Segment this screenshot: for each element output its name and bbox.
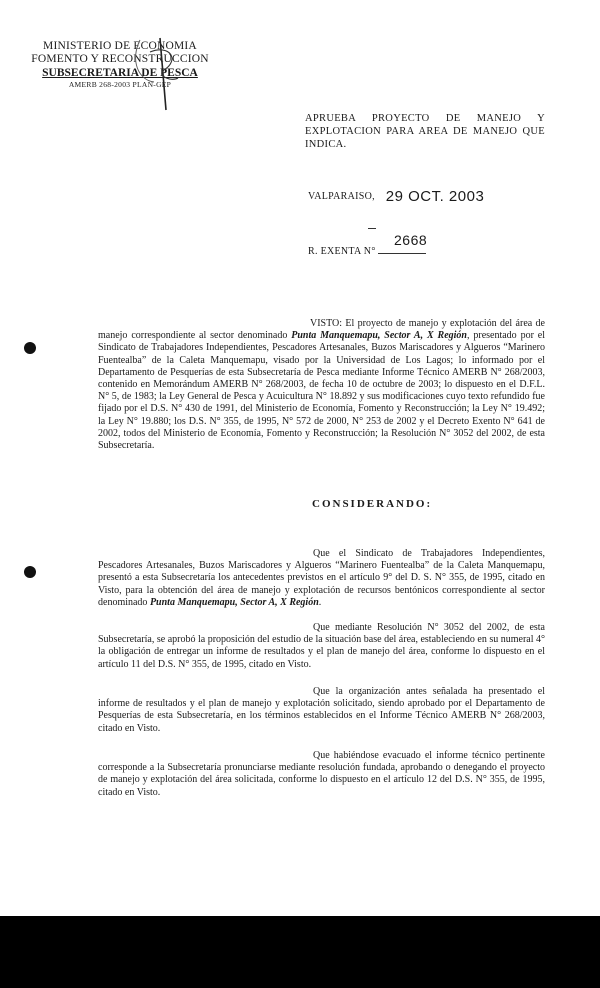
date-place: VALPARAISO,	[308, 191, 375, 202]
letterhead-reference: AMERB 268-2003 PLAN-GEP	[68, 80, 172, 89]
punch-hole-1	[24, 342, 36, 354]
number-dash	[368, 228, 376, 229]
considerando-3: Que la organización antes señalada ha presentado el informe de resultados y el plan de manejo y explotación solicitado, siendo aprobado por el Departamento de Pesquerías de esta Subsecretaría, en los términos establecidos en el Informe Técnico AMERB N° 268/2003, citado en Visto.	[98, 686, 545, 734]
resolution-number-line	[308, 232, 428, 257]
letterhead-ministry-2: FOMENTO Y RECONSTRUCCION	[31, 53, 209, 65]
letterhead-ministry: MINISTERIO DE ECONOMIA	[43, 40, 197, 52]
resolution-subject: APRUEBA PROYECTO DE MANEJO Y EXPLOTACION PARA AREA DE MANEJO QUE INDICA.	[305, 113, 545, 150]
considerando-heading: CONSIDERANDO:	[312, 498, 433, 510]
considerando-4: Que habiéndose evacuado el informe técnico pertinente corresponde a la Subsecretaría pronunciarse mediante resolución fundada, aprobando o denegando el proyecto de manejo y explotación del área solicitada, conforme lo dispuesto en el artículo 12 del D.S. N° 355, de 1995, citado en Visto.	[98, 750, 545, 798]
resolution-label: R. EXENTA N°	[308, 246, 376, 257]
considerando-1: Que el Sindicato de Trabajadores Independientes, Pescadores Artesanales, Buzos Mariscadores y Algueros “Marinero Fuentealba” de la Caleta Manquemapu, presentó a esta Subsecretaría los antecedentes previstos en el artículo 9° del D. S. N° 355, de 1995, citado en Visto, para la obtención del área de manejo y explotación de recursos bentónicos correspondiente al sector denominado Punta Manquemapu, Sector A, X Región.	[98, 548, 545, 608]
punch-hole-2	[24, 566, 36, 578]
considerando-2: Que mediante Resolución N° 3052 del 2002, de esta Subsecretaría, se aprobó la proposición del estudio de la situación base del área, estableciendo en su numeral 4° la obligación de entregar un informe de resultados y el plan de manejo del área, conforme lo dispuesto en el artículo 11 del D.S. N° 355, de 1995, citado en Visto.	[98, 622, 545, 670]
visto-place: Punta Manquemapu, Sector A, X Región	[291, 330, 467, 342]
considerando-1-place: Punta Manquemapu, Sector A, X Región	[149, 596, 319, 608]
resolution-number-stamp: 2668	[394, 232, 428, 248]
date-stamp: 29 OCT. 2003	[385, 188, 485, 205]
visto-lead: VISTO:	[310, 318, 343, 329]
date-line	[308, 188, 484, 205]
scan-bottom-edge	[0, 916, 600, 988]
visto-paragraph: VISTO: El proyecto de manejo y explotación del área de manejo correspondiente al sector denominado Punta Manquemapu, Sector A, X Región, presentado por el Sindicato de Trabajadores Independientes, Pescadores Artesanales, Buzos Mariscadores y Algueros “Marinero Fuentealba” de la Caleta Manquemapu, visado por la Universidad de Los Lagos; lo informado por el Departamento de Pesquerías de esta Subsecretaría de Pesca mediante Informe Técnico AMERB N° 268/2003, contenido en Memorándum AMERB N° 268/2003, de fecha 10 de octubre de 2003; lo dispuesto en el D.F.L. N° 5, de 1983; la Ley General de Pesca y Acuicultura N° 18.892 y sus modificaciones cuyo texto refundido fue fijado por el D.S. N° 430 de 1991, del Ministerio de Economía, Fomento y Reconstrucción; la Ley N° 19.492; la Ley N° 19.880; los D.S. N° 355, de 1995, N° 572 de 2000, N° 253 de 2002 y el Decreto Exento N° 641 de 2002, todos del Ministerio de Economía, Fomento y Reconstrucción; la Resolución N° 3052 del 2002, de esta Subsecretaría.	[98, 318, 545, 452]
letterhead	[30, 40, 210, 90]
letterhead-subsecretaria: SUBSECRETARIA DE PESCA	[42, 67, 198, 79]
